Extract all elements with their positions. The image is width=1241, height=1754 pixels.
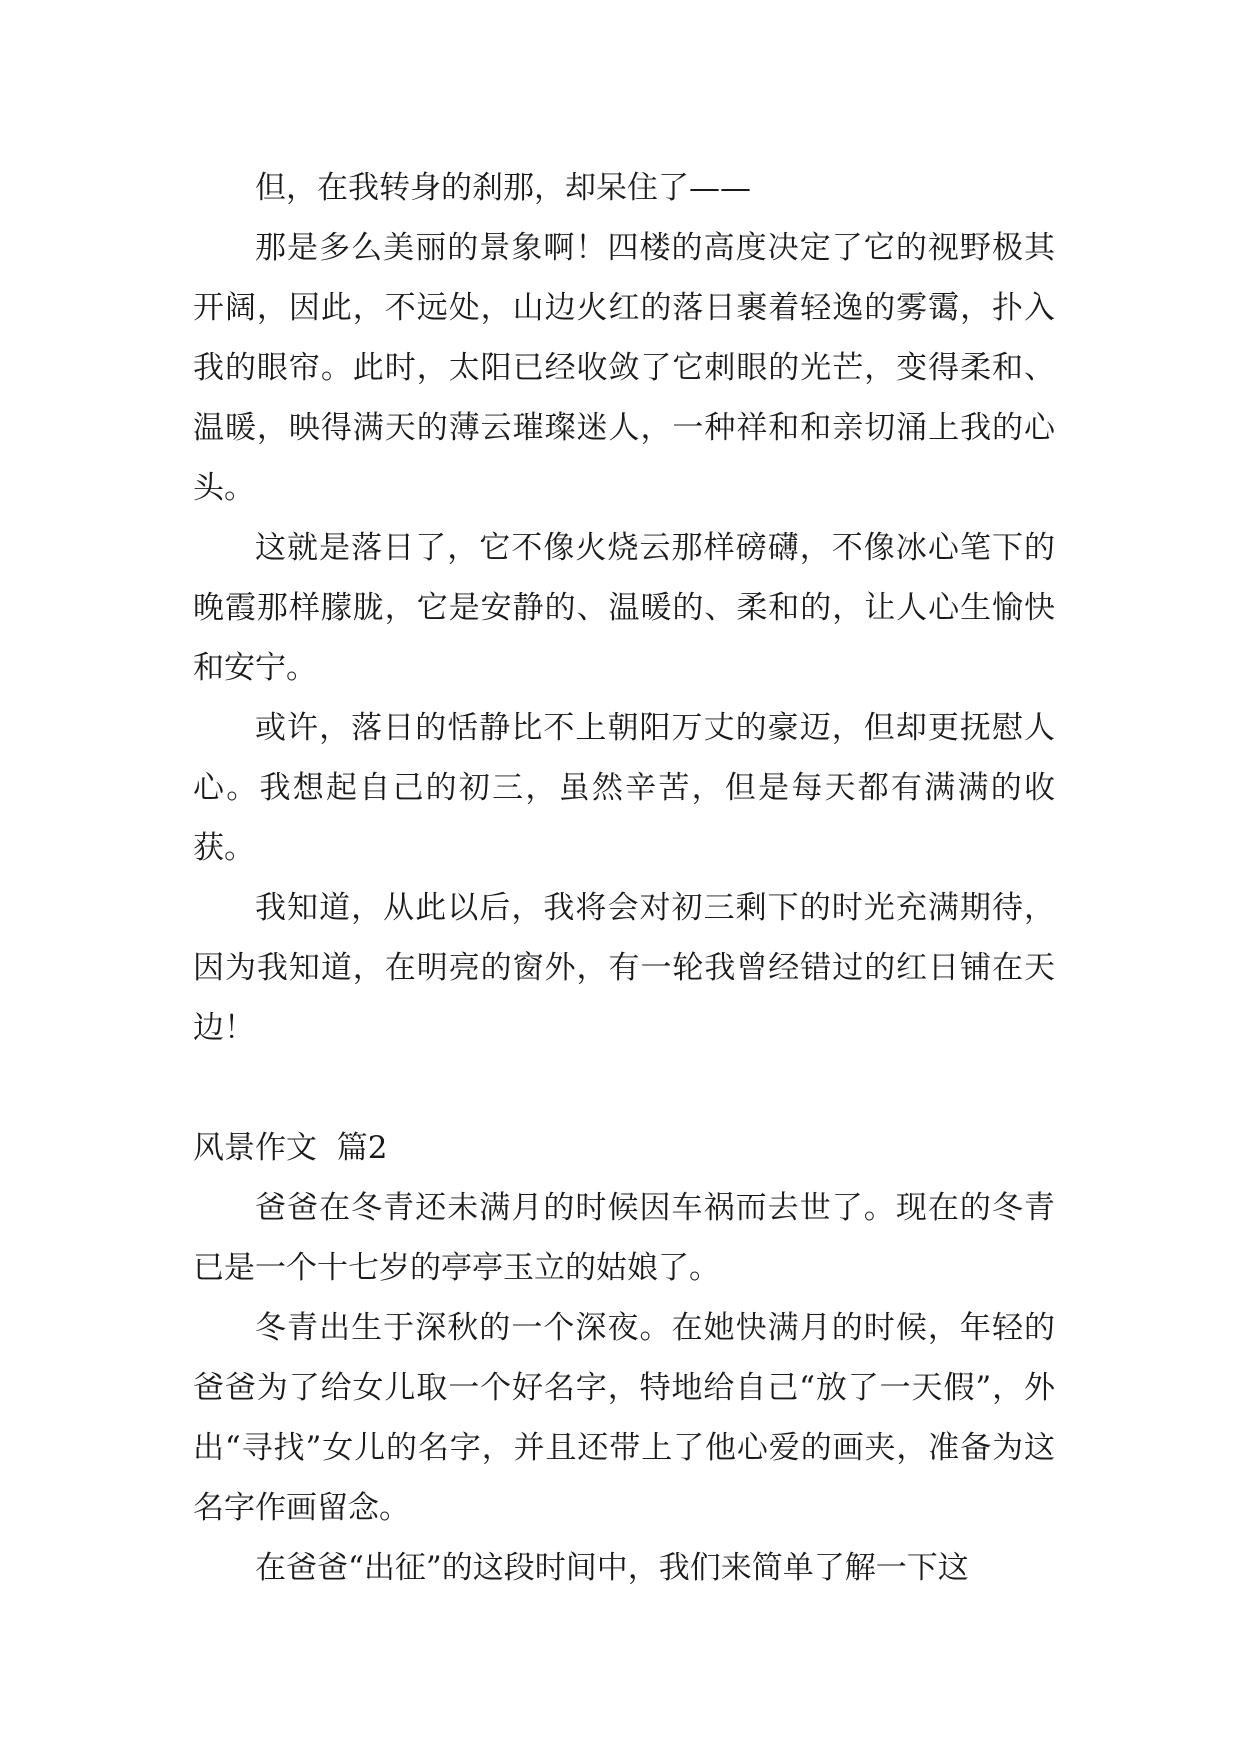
- paragraph: 冬青出生于深秋的一个深夜。在她快满月的时候，年轻的爸爸为了给女儿取一个好名字，特地给自己“放了一天假”，外出“寻找”女儿的名字，并且还带上了他心爱的画夹，准备为这名字作画留念。: [193, 1310, 1055, 1526]
- paragraph: 我知道，从此以后，我将会对初三剩下的时光充满期待，因为我知道，在明亮的窗外，有一轮我曾经错过的红日铺在天边！: [193, 890, 1055, 1046]
- paragraph: 但，在我转身的刹那，却呆住了——: [255, 170, 751, 206]
- paragraph: 这就是落日了，它不像火烧云那样磅礴，不像冰心笔下的晚霞那样朦胧，它是安静的、温暖的、柔和的，让人心生愉快和安宁。: [193, 530, 1055, 686]
- article-body: [193, 158, 1055, 1598]
- section-gap: [193, 1058, 1055, 1118]
- paragraph: 在爸爸“出征”的这段时间中，我们来简单了解一下这: [255, 1550, 969, 1586]
- paragraph: 爸爸在冬青还未满月的时候因车祸而去世了。现在的冬青已是一个十七岁的亭亭玉立的姑娘了。: [193, 1190, 1055, 1286]
- paragraph: 或许，落日的恬静比不上朝阳万丈的豪迈，但却更抚慰人心。我想起自己的初三，虽然辛苦，但是每天都有满满的收获。: [193, 710, 1055, 866]
- section-heading: 风景作文 篇2: [193, 1130, 388, 1166]
- paragraph: 那是多么美丽的景象啊！四楼的高度决定了它的视野极其开阔，因此，不远处，山边火红的落日裹着轻逸的雾霭，扑入我的眼帘。此时，太阳已经收敛了它刺眼的光芒，变得柔和、温暖，映得满天的薄云璀璨迷人，一种祥和和亲切涌上我的心头。: [193, 230, 1055, 506]
